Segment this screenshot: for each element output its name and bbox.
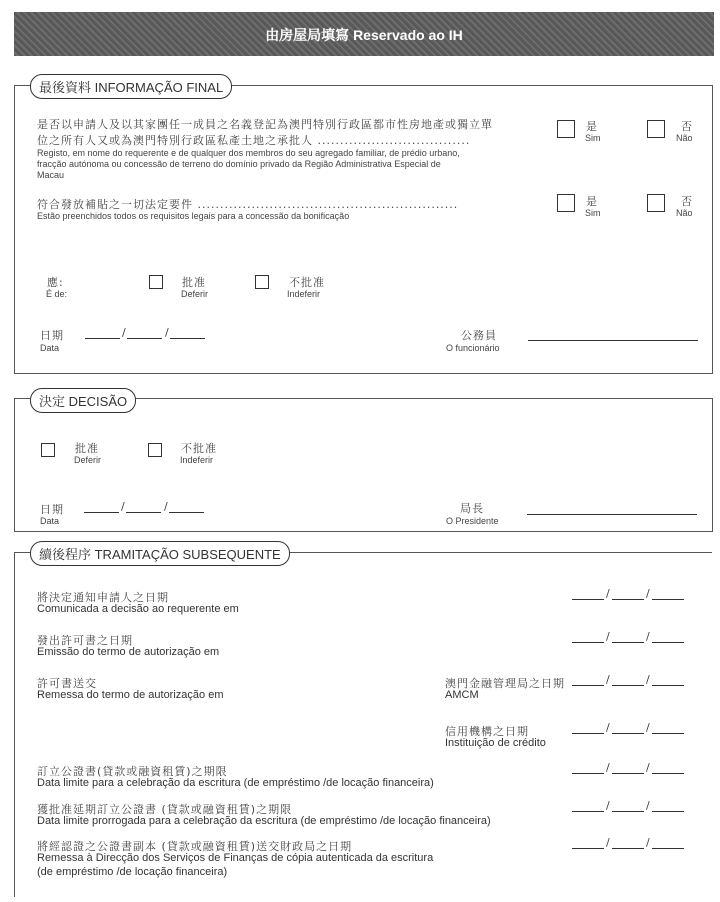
q2-no-pt: Não — [676, 208, 693, 218]
q1-text-zh: 是否以申請人及以其家團任一成員之名義登記為澳門特別行政區都市性房地產或獨立單 — [37, 118, 493, 131]
decision-indeferir-pt: Indeferir — [180, 455, 214, 465]
step-sub-label-zh: 澳門金融管理局之日期 — [445, 677, 565, 690]
official-pt: O funcionário — [446, 343, 500, 353]
subsequent-title: 續後程序 TRAMITAÇÃO SUBSEQUENTE — [30, 541, 290, 566]
final-indeferir-pt: Indeferir — [287, 289, 321, 299]
q1-no-zh: 否 — [681, 120, 693, 133]
q2-yes-pt: Sim — [585, 208, 601, 218]
decision-deferir-zh: 批准 — [75, 442, 99, 455]
final-deferir-zh: 批准 — [182, 276, 206, 289]
official-signature-line[interactable] — [528, 340, 698, 341]
step-label-zh: 發出許可書之日期 — [37, 634, 133, 647]
final-info-title: 最後資料 INFORMAÇÃO FINAL — [30, 74, 232, 99]
q2-text-zh: 符合發放補貼之一切法定要件 .......................................................... — [37, 198, 459, 211]
q1-text-pt-3: Macau — [37, 170, 65, 180]
q1-no-pt: Não — [676, 133, 693, 143]
reserved-header — [14, 12, 714, 56]
step-label-zh: 將經認證之公證書副本 (貸款或融資租賃)送交財政局之日期 — [37, 840, 353, 853]
step-label-pt: Data limite prorrogada para a celebração da escritura (de empréstimo /de locação financeira) — [37, 815, 491, 827]
president-signature-line[interactable] — [527, 514, 697, 515]
decision-deferir-pt: Deferir — [74, 455, 102, 465]
step-sub-label-pt: AMCM — [445, 689, 479, 701]
step-label-pt: Data limite para a celebração da escritura (de empréstimo /de locação financeira) — [37, 777, 434, 789]
q1-yes-pt: Sim — [585, 133, 601, 143]
q1-text-pt: Registo, em nome do requerente e de qualquer dos membros do seu agregado familiar, de prédio urbano, — [37, 148, 460, 158]
step-label-pt: Emissão do termo de autorização em — [37, 646, 220, 658]
step-label-pt-2: (de empréstimo /de locação financeira) — [37, 866, 228, 878]
q2-no-zh: 否 — [681, 195, 693, 208]
decision-indeferir-zh: 不批准 — [181, 442, 217, 455]
q1-no-checkbox[interactable] — [647, 120, 665, 138]
final-date-zh: 日期 — [40, 329, 64, 342]
step-label-zh: 將決定通知申請人之日期 — [37, 591, 169, 604]
president-pt: O Presidente — [446, 516, 499, 526]
decision-date-zh: 日期 — [40, 503, 64, 516]
final-deferir-pt: Deferir — [181, 289, 209, 299]
step-label-pt: Comunicada a decisão ao requerente em — [37, 603, 239, 615]
q2-text-pt: Estão preenchidos todos os requisitos legais para a concessão da bonificação — [37, 211, 350, 221]
q2-yes-zh: 是 — [586, 195, 598, 208]
step-label-zh: 獲批准延期訂立公證書 (貸款或融資租賃)之期限 — [37, 803, 293, 816]
form-page: 由房屋局填寫 Reservado ao IH 最後資料 INFORMAÇÃO FINAL 是否以申請人及以其家團任一成員之名義登記為澳門特別行政區都市性房地產或獨立單 位之所有人又或為澳門特別行政區私產土地之承批人 .................................. Registo, em nome do requerente e de qualquer dos membros do seu agregado familiar, de prédio urbano, fracção autónoma ou concessão de terreno do domínio privado da Região Administrativa Especial de Macau 是 Sim 否 Não 符合發放補貼之一切法定要件 .......................................................... Estão preenchidos todos os requisitos legais para a concessão da bonificação 是 Sim 否 Não 應: É de: 批准 Deferir 不批准 Indeferir 日期 Data / / 公務員 O funcionário 決定 DECISÃO 批准 Deferir 不批准 Indeferir 日期 Data / / 局長 O Presidente 續後程序 TRAMITAÇÃO SUBSEQUENTE 將決定通知申請人之日期 Comunicada a decisão ao requerente em / / 發出許可書之日期 Emissão do termo de autorização em / / 許可書送交 Remessa do termo de autorização em 澳門金融管理局之日期 AMCM / / 信用機構之日期 Instituição de crédito / / 訂立公證書(貸款或融資租賃)之期限 Data limite para a celebração da escritura (de empréstimo /de locação financeira) / / 獲批准延期訂立公證書 (貸款或融資租賃)之期限 Data limite prorrogada para a celebração da escritura (de empréstimo /de locação financeira) / / 將經認證之公證書副本 (貸款或融資租賃)送交財政局之日期 Remessa à Direcção dos Serviços de Finanças de cópia autenticada da escritura (de empréstimo /de locação financeira) / / — [0, 0, 720, 902]
step-sub-label-zh: 信用機構之日期 — [445, 725, 529, 738]
president-zh: 局長 — [460, 502, 484, 515]
step-label-pt: Remessa do termo de autorização em — [37, 689, 224, 701]
decision-date-pt: Data — [40, 516, 60, 526]
q1-text-pt-2: fracção autónoma ou concessão de terreno do domínio privado da Região Administrativa Especial de — [37, 159, 441, 169]
step-label-zh: 許可書送交 — [37, 677, 97, 690]
step-label-zh: 訂立公證書(貸款或融資租賃)之期限 — [37, 765, 228, 778]
q2-no-checkbox[interactable] — [647, 194, 665, 212]
q1-yes-zh: 是 — [586, 120, 598, 133]
final-indeferir-checkbox[interactable] — [255, 275, 269, 289]
official-zh: 公務員 — [461, 329, 497, 342]
q2-yes-checkbox[interactable] — [557, 194, 575, 212]
ede-zh: 應: — [47, 276, 64, 289]
decision-deferir-checkbox[interactable] — [41, 443, 55, 457]
header-title: 由房屋局填寫 Reservado ao IH — [265, 27, 463, 43]
decision-indeferir-checkbox[interactable] — [148, 443, 162, 457]
step-sub-label-pt: Instituição de crédito — [445, 737, 546, 749]
step-label-pt: Remessa à Direcção dos Serviços de Finanças de cópia autenticada da escritura — [37, 852, 434, 864]
ede-pt: É de: — [46, 289, 68, 299]
q1-yes-checkbox[interactable] — [557, 120, 575, 138]
q1-text-zh-2: 位之所有人又或為澳門特別行政區私產土地之承批人 .................................. — [37, 134, 471, 147]
final-date-pt: Data — [40, 343, 60, 353]
final-deferir-checkbox[interactable] — [149, 275, 163, 289]
decision-title: 決定 DECISÃO — [30, 388, 136, 413]
final-indeferir-zh: 不批准 — [289, 276, 325, 289]
